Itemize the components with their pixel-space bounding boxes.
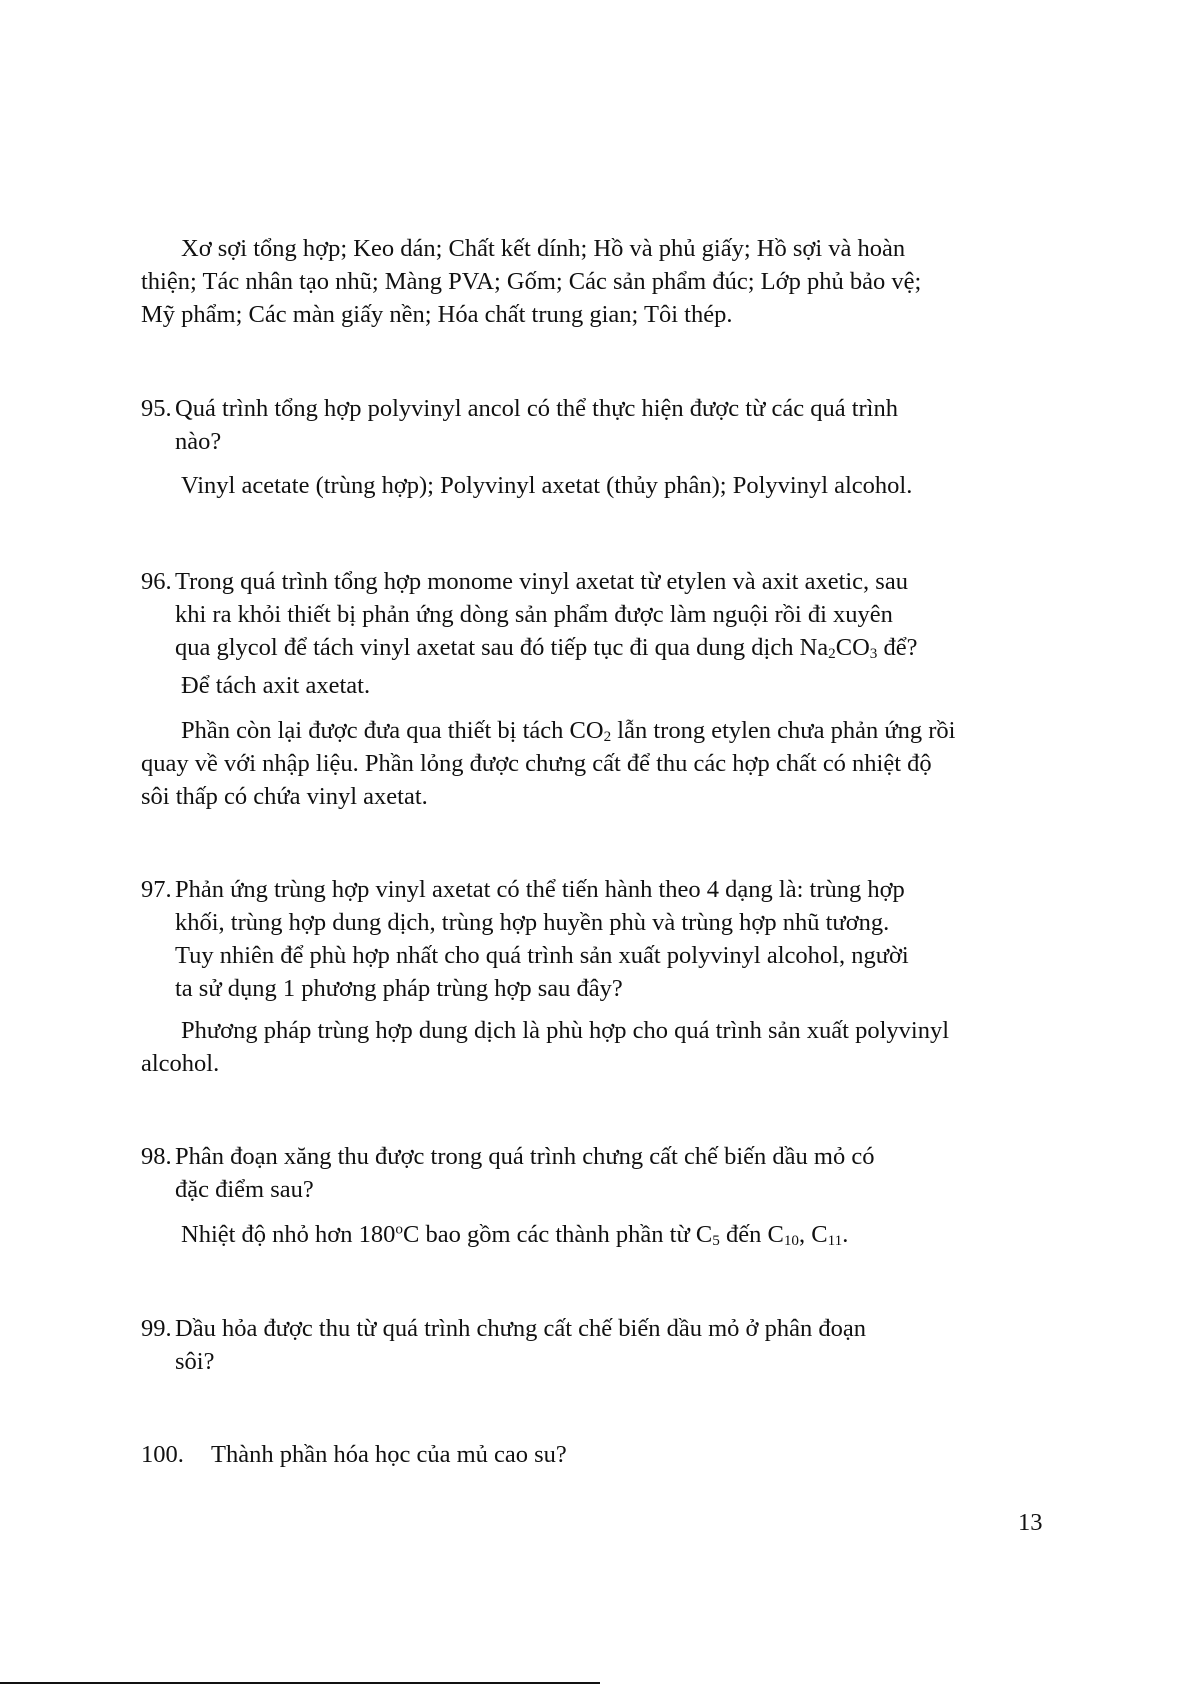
question-number: 99. — [141, 1315, 172, 1342]
question-line-2: đặc điểm sau? — [175, 1176, 314, 1203]
question-number: 95. — [141, 395, 172, 422]
question-line-1: Dầu hỏa được thu từ quá trình chưng cất chế biến dầu mỏ ở phân đoạn — [175, 1315, 866, 1342]
question-line-2: khối, trùng hợp dung dịch, trùng hợp huyền phù và trùng hợp nhũ tương. — [175, 909, 890, 936]
answer-line-1: Phương pháp trùng hợp dung dịch là phù hợp cho quá trình sản xuất polyvinyl — [181, 1017, 950, 1044]
detail-line-3: sôi thấp có chứa vinyl axetat. — [141, 783, 428, 810]
question-line-1: Trong quá trình tổng hợp monome vinyl axetat từ etylen và axit axetic, sau — [175, 568, 908, 595]
question-text: Quá trình tổng hợp polyvinyl ancol có thể thực hiện được từ các quá trình nào? — [175, 395, 898, 455]
question-97 — [141, 873, 1021, 1005]
answer-line-2: alcohol. — [141, 1050, 220, 1077]
answer-96-detail — [141, 714, 1071, 813]
intro-paragraph — [141, 232, 1071, 331]
intro-line-3: Mỹ phẩm; Các màn giấy nền; Hóa chất trung gian; Tôi thép. — [141, 301, 733, 328]
detail-line-2: quay về với nhập liệu. Phần lỏng được chưng cất để thu các hợp chất có nhiệt độ — [141, 750, 932, 777]
question-line-2: sôi? — [175, 1348, 215, 1375]
question-99 — [141, 1312, 1021, 1378]
question-line-3: qua glycol để tách vinyl axetat sau đó tiếp tục đi qua dung dịch $Na_2CO_3$ để? — [175, 634, 918, 663]
question-line-4: ta sử dụng 1 phương pháp trùng hợp sau đây? — [175, 975, 623, 1002]
question-number: 96. — [141, 568, 172, 595]
question-line-1: Phản ứng trùng hợp vinyl axetat có thể tiến hành theo 4 dạng là: trùng hợp — [175, 876, 905, 903]
answer-97 — [141, 1014, 1071, 1080]
question-text: Thành phần hóa học của mủ cao su? — [211, 1441, 567, 1468]
answer-96: Để tách axit axetat. — [181, 672, 371, 699]
detail-line-1: Phần còn lại được đưa qua thiết bị tách $CO_2$ lẫn trong etylen chưa phản ứng rồi — [181, 717, 956, 746]
question-line-1: Phân đoạn xăng thu được trong quá trình chưng cất chế biến dầu mỏ có — [175, 1143, 875, 1170]
question-100 — [141, 1438, 1021, 1471]
question-number: 97. — [141, 876, 172, 903]
question-line-2: khi ra khỏi thiết bị phản ứng dòng sản phẩm được làm nguội rồi đi xuyên — [175, 601, 893, 628]
question-98 — [141, 1140, 1021, 1206]
question-95 — [141, 392, 1021, 458]
page-number: 13 — [1018, 1509, 1043, 1536]
footnote-divider — [0, 1682, 600, 1684]
answer-95: Vinyl acetate (trùng hợp); Polyvinyl axetat (thủy phân); Polyvinyl alcohol. — [181, 472, 913, 499]
question-number: 100. — [141, 1441, 184, 1468]
answer-98: Nhiệt độ nhỏ hơn 180$^o$C bao gồm các thành phần từ $C_5$ đến $C_{10}$, $C_{11}$. — [181, 1220, 849, 1250]
intro-line-1: Xơ sợi tổng hợp; Keo dán; Chất kết dính; Hồ và phủ giấy; Hồ sợi và hoàn — [181, 235, 906, 262]
question-number: 98. — [141, 1143, 172, 1170]
question-line-3: Tuy nhiên để phù hợp nhất cho quá trình sản xuất polyvinyl alcohol, người — [175, 942, 909, 969]
intro-line-2: thiện; Tác nhân tạo nhũ; Màng PVA; Gốm; Các sản phẩm đúc; Lớp phủ bảo vệ; — [141, 268, 922, 295]
question-96 — [141, 565, 1021, 664]
